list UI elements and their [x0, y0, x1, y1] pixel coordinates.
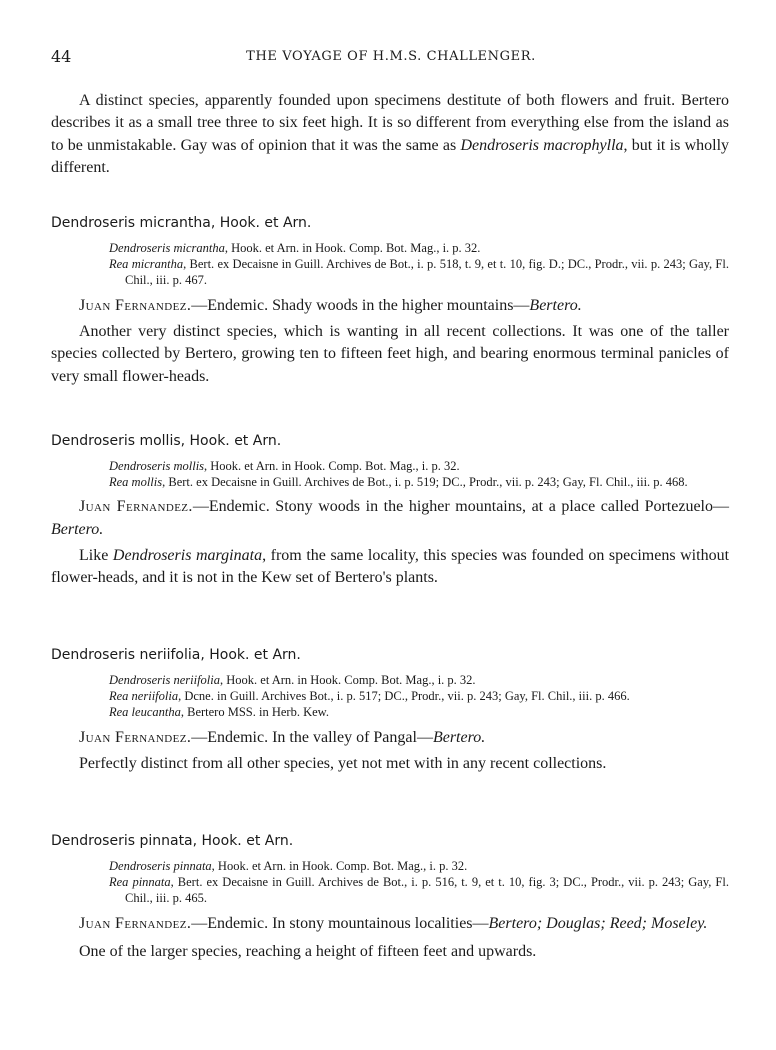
citation: Dendroseris pinnata, Hook. et Arn. in Hook. Comp. Bot. Mag., i. p. 32. — [109, 859, 468, 873]
citation: Rea mollis, Bert. ex Decaisne in Guill. Archives de Bot., i. p. 519; DC., Prodr., vii. p. 243; Gay, Fl. Chil., iii. p. 468. — [109, 475, 688, 490]
locality-line: Juan Fernandez.—Endemic. Shady woods in the higher mountains—Bertero. — [79, 296, 582, 314]
species-note: Like Dendroseris marginata, from the same locality, this species was founded on specimens without flower-heads, and it is not in the Kew set of Bertero's plants. — [51, 547, 730, 587]
species-entry — [51, 214, 729, 388]
species-heading: Dendroseris mollis, Hook. et Arn. — [51, 433, 282, 449]
locality-line: Juan Fernandez.—Endemic. In stony mountainous localities—Bertero; Douglas; Reed; Moseley. — [79, 914, 708, 932]
species-note: Another very distinct species, which is wanting in all recent collections. It was one of the taller species collected by Bertero, growing ten to fifteen feet high, and bearing enormous terminal panicles of very small flower-heads. — [51, 322, 729, 385]
citation: Rea neriifolia, Dcne. in Guill. Archives Bot., i. p. 517; DC., Prodr., vii. p. 243; Gay, Fl. Chil., iii. p. 466. — [109, 689, 630, 704]
intro-paragraph: A distinct species, apparently founded upon specimens destitute of both flowers and fruit. Bertero describes it as a small tree three to six feet high. It is so different from everything else from the island as to be unmistakable. Gay was of opinion that it was the same as Dendroseris macrophylla, but it is wholly different. — [51, 92, 730, 176]
citation: Dendroseris neriifolia, Hook. et Arn. in Hook. Comp. Bot. Mag., i. p. 32. — [109, 673, 476, 687]
species-entry — [51, 432, 729, 590]
species-note: Perfectly distinct from all other species, yet not met with in any recent collections. — [79, 754, 607, 772]
citation: Rea pinnata, Bert. ex Decaisne in Guill. Archives de Bot., i. p. 516, t. 9, et t. 10, fig. 3; DC., Prodr., vii. p. 243; Gay, Fl. Chil., iii. p. 465. — [109, 875, 729, 906]
species-entry — [51, 832, 729, 963]
citation: Dendroseris mollis, Hook. et Arn. in Hook. Comp. Bot. Mag., i. p. 32. — [109, 459, 460, 473]
species-heading: Dendroseris neriifolia, Hook. et Arn. — [51, 647, 301, 663]
species-entry — [51, 646, 729, 775]
locality-line: Juan Fernandez.—Endemic. Stony woods in the higher mountains, at a place called Portezuelo—Bertero. — [51, 498, 729, 538]
species-note: One of the larger species, reaching a height of fifteen feet and upwards. — [79, 942, 537, 960]
page-number: 44 — [51, 47, 72, 66]
page-header — [51, 47, 731, 67]
citation: Rea leucantha, Bertero MSS. in Herb. Kew. — [109, 705, 329, 720]
locality-line: Juan Fernandez.—Endemic. In the valley of Pangal—Bertero. — [79, 728, 486, 746]
citation: Dendroseris micrantha, Hook. et Arn. in Hook. Comp. Bot. Mag., i. p. 32. — [109, 241, 481, 255]
species-heading: Dendroseris micrantha, Hook. et Arn. — [51, 215, 312, 231]
running-title: THE VOYAGE OF H.M.S. CHALLENGER. — [246, 49, 536, 64]
citation: Rea micrantha, Bert. ex Decaisne in Guill. Archives de Bot., i. p. 518, t. 9, et t. 10, fig. D.; DC., Prodr., vii. p. 243; Gay, Fl. Chil., iii. p. 467. — [109, 257, 729, 288]
intro-section — [51, 90, 729, 179]
species-heading: Dendroseris pinnata, Hook. et Arn. — [51, 833, 294, 849]
